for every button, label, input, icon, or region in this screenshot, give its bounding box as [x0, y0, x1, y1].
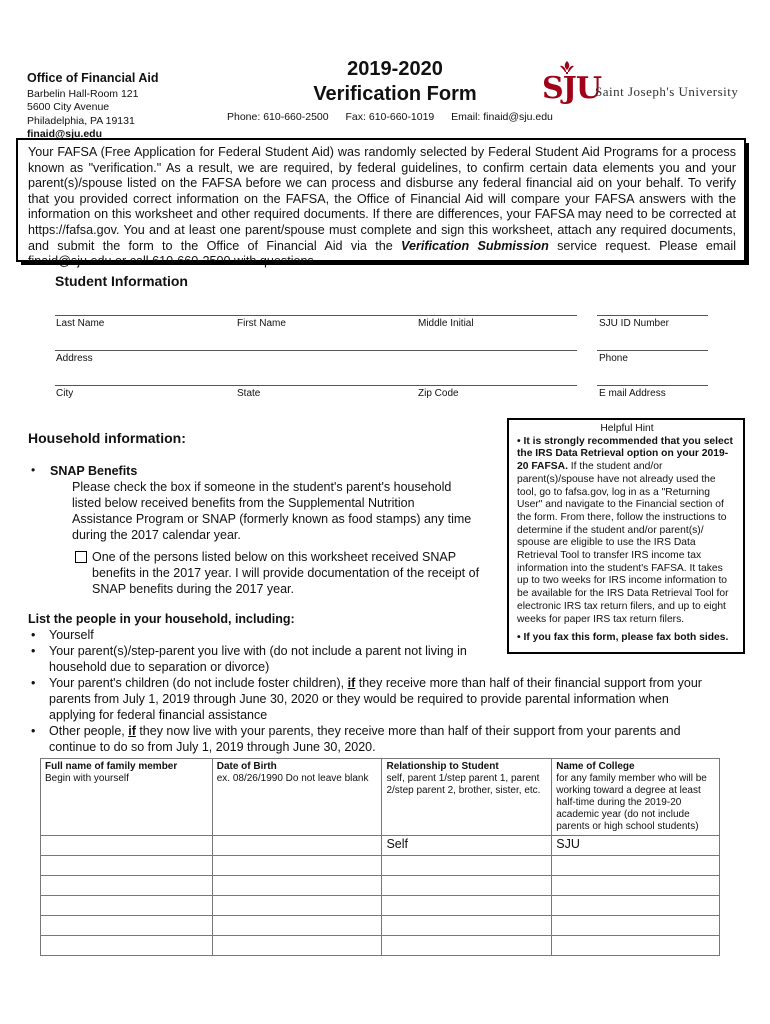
label-zip: Zip Code	[418, 388, 459, 399]
form-title	[300, 57, 490, 107]
table-row[interactable]	[41, 896, 720, 916]
snap-checkbox[interactable]	[75, 551, 87, 563]
cell-dob[interactable]	[212, 916, 382, 936]
snap-description: Please check the box if someone in the student's parent's household listed below received benefits from the Supplemental Nutrition Assistance Program or SNAP (formerly known as food stamps) any time during the 2017 calendar year.	[72, 480, 472, 542]
table-row[interactable]	[41, 916, 720, 936]
hint-fax-note: • If you fax this form, please fax both sides.	[517, 632, 729, 644]
col-full-name: Full name of family member Begin with yourself	[41, 759, 213, 836]
col-college: Name of College for any family member who will be working toward a degree at least half-time during the 2019-20 academic year (do not include parents or high school students)	[552, 759, 720, 836]
table-header-row	[41, 759, 720, 836]
cell-college[interactable]	[552, 876, 720, 896]
cell-relationship[interactable]: Self	[382, 836, 552, 856]
cell-dob[interactable]	[212, 876, 382, 896]
label-first-name: First Name	[237, 318, 286, 329]
cell-college[interactable]	[552, 896, 720, 916]
snap-checkbox-label: One of the persons listed below on this worksheet received SNAP benefits in the 2017 year. I will provide documentation of the receipt of SNAP benefits during the 2017 year.	[92, 550, 480, 596]
cell-relationship[interactable]	[382, 896, 552, 916]
table-row[interactable]	[41, 836, 720, 856]
contact-fax: Fax: 610-660-1019	[345, 111, 435, 123]
list-item-other-people: • Other people, if they now live with your parents, they receive more than half of their support from your parents and continue to do so from July 1, 2019 through June 30, 2020.	[28, 723, 718, 755]
office-address-block	[27, 72, 159, 142]
hint-body: • It is strongly recommended that you select the IRS Data Retrieval option on your 2019-20 FAFSA. If the student and/or parent(s)/spouse have not already used the tool, go to fafsa.gov, log in as a "Returning User" and navigate to the Financial section of the form. From there, follow the instructions to determine if the student and/or parent(s)/ spouse are eligible to use the IRS Data Retrieval Tool to transfer IRS income tax information into the student's FAFSA. It takes up to two weeks for IRS income information to be available for the IRS Data Retrieval Tool for electronic IRS tax return filers, and up to eight weeks for paper IRS tax return filers.	[517, 435, 733, 625]
list-item-parents: • Your parent(s)/step-parent you live with (do not include a parent not living in household due to separation or divorce)	[28, 643, 479, 675]
cell-college[interactable]: SJU	[552, 836, 720, 856]
phone-line[interactable]	[597, 350, 708, 351]
cell-college[interactable]	[552, 916, 720, 936]
cell-relationship[interactable]	[382, 856, 552, 876]
cell-relationship[interactable]	[382, 876, 552, 896]
office-title: Office of Financial Aid	[27, 71, 159, 85]
cell-name[interactable]	[41, 836, 213, 856]
cell-name[interactable]	[41, 896, 213, 916]
cell-relationship[interactable]	[382, 916, 552, 936]
snap-title: SNAP Benefits	[50, 464, 138, 478]
notice-emphasis: Verification Submission	[401, 238, 549, 253]
logo-university-name: Saint Joseph's University	[595, 84, 739, 99]
label-state: State	[237, 388, 261, 399]
sju-logo	[542, 65, 757, 109]
contact-line	[227, 111, 567, 123]
sju-id-line[interactable]	[597, 315, 708, 316]
household-heading: Household information:	[28, 430, 186, 446]
cell-name[interactable]	[41, 856, 213, 876]
label-city: City	[56, 388, 74, 399]
label-address: Address	[56, 353, 93, 364]
cell-dob[interactable]	[212, 936, 382, 956]
email-line[interactable]	[597, 385, 708, 386]
label-sju-id: SJU ID Number	[599, 318, 670, 329]
list-item-yourself: • Yourself	[28, 627, 718, 643]
table-row[interactable]	[41, 936, 720, 956]
logo-mark: SJU	[542, 71, 602, 106]
cell-college[interactable]	[552, 936, 720, 956]
label-last-name: Last Name	[56, 318, 105, 329]
col-relationship: Relationship to Student self, parent 1/step parent 1, parent 2/step parent 2, brother, sister, etc.	[382, 759, 552, 836]
label-middle-initial: Middle Initial	[418, 318, 474, 329]
household-list	[28, 611, 718, 755]
cell-name[interactable]	[41, 936, 213, 956]
table-row[interactable]	[41, 856, 720, 876]
household-members-table	[40, 758, 720, 956]
list-item-children: • Your parent's children (do not include foster children), if they receive more than half of their financial support from your parents from July 1, 2019 through June 30, 2020 or they would be required to provide parental information when applying for federal financial assistance	[28, 675, 718, 723]
form-year: 2019-2020	[347, 58, 443, 80]
name-line[interactable]	[55, 315, 577, 316]
notice-text: Your FAFSA (Free Application for Federal Student Aid) was randomly selected by Federal Student Aid Programs for a process known as "verification." As a result, we are required, by federal guidelines, to confirm certain data elements you and your parent(s)/spouse listed on the FAFSA before we can process and disburse any federal financial aid on your behalf. To verify that you provided correct information on the FAFSA, the Office of Financial Aid will compare your FAFSA answers with the information on this worksheet and other required documents. If there are differences, your FAFSA may need to be corrected at https://fafsa.gov. You and at least one parent/spouse must complete and sign this worksheet, attach any required documents, and submit the form to the Office of Financial Aid via the	[28, 145, 736, 253]
city-state-zip-line[interactable]	[55, 385, 577, 386]
office-line-2: 5600 City Avenue	[27, 101, 110, 113]
cell-dob[interactable]	[212, 836, 382, 856]
address-line[interactable]	[55, 350, 577, 351]
cell-dob[interactable]	[212, 896, 382, 916]
label-email: E mail Address	[599, 388, 666, 399]
list-title: List the people in your household, including:	[28, 612, 295, 626]
contact-phone: Phone: 610-660-2500	[227, 111, 329, 123]
office-email-link[interactable]: finaid@sju.edu	[27, 128, 102, 140]
cell-college[interactable]	[552, 856, 720, 876]
verification-notice	[16, 138, 746, 269]
office-line-3: Philadelphia, PA 19131	[27, 114, 135, 127]
student-info-heading: Student Information	[55, 273, 188, 289]
label-phone: Phone	[599, 353, 628, 364]
table-row[interactable]	[41, 876, 720, 896]
cell-name[interactable]	[41, 916, 213, 936]
office-line-1: Barbelin Hall-Room 121	[27, 87, 139, 100]
cell-relationship[interactable]	[382, 936, 552, 956]
notice-text-end: service request. Please email finaid@sju.edu or call 610-660-2500 with questions.	[28, 238, 737, 269]
form-name: Verification Form	[313, 83, 477, 105]
contact-email: Email: finaid@sju.edu	[451, 111, 553, 123]
snap-bullet: •	[31, 463, 36, 477]
hint-title: Helpful Hint	[600, 423, 654, 434]
col-date-of-birth: Date of Birth ex. 08/26/1990 Do not leave blank	[212, 759, 382, 836]
cell-name[interactable]	[41, 876, 213, 896]
cell-dob[interactable]	[212, 856, 382, 876]
